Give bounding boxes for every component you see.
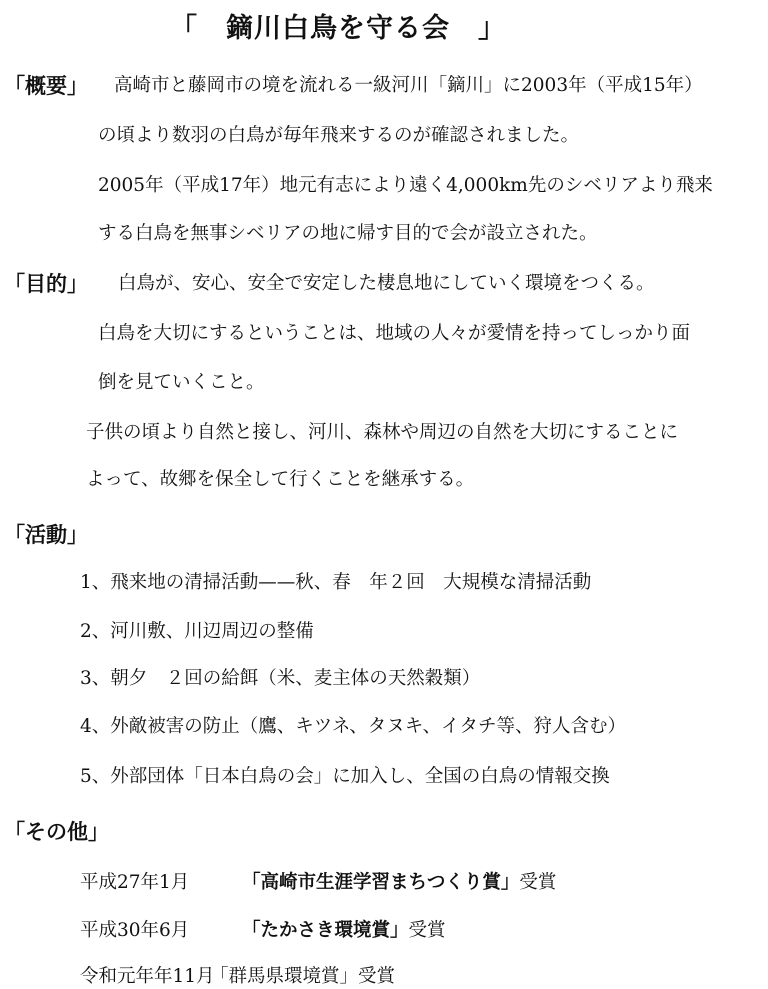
purpose-line: 倒を見ていくこと。 [98,372,265,393]
purpose-line: 白鳥が、安心、安全で安定した棲息地にしていく環境をつくる。 [118,273,655,294]
section-heading-activities: 「活動」 [4,523,88,547]
page-title: 「 鏑川白鳥を守る会 」 [170,13,506,44]
award-date: 平成30年6月 [80,920,190,941]
activity-item: 5、外部団体「日本白鳥の会」に加入し、全国の白鳥の情報交換 [80,766,610,787]
award-name: 「群馬県環境賞」 [210,966,359,987]
purpose-line: よって、故郷を保全して行くことを継承する。 [86,469,475,490]
purpose-line: 子供の頃より自然と接し、河川、森林や周辺の自然を大切にすることに [86,422,679,443]
award-name: 「高崎市生涯学習まちつくり賞」 [242,872,520,893]
award-entry [210,962,395,988]
activity-item: 2、河川敷、川辺周辺の整備 [80,621,314,642]
award-name: 「たかさき環境賞」 [242,920,409,941]
section-heading-overview: 「概要」 [4,74,88,98]
section-heading-other: 「その他」 [4,820,109,844]
award-suffix: 受賞 [408,920,446,941]
activity-item: 1、飛来地の清掃活動——秋、春 年２回 大規模な清掃活動 [80,572,592,593]
overview-line: する白鳥を無事シベリアの地に帰す目的で会が設立された。 [98,223,598,244]
award-date: 平成27年1月 [80,872,190,893]
activity-item: 4、外敵被害の防止（鷹、キツネ、タヌキ、イタチ等、狩人含む） [80,716,627,737]
award-suffix: 受賞 [358,966,396,987]
award-entry [242,916,446,942]
award-date: 令和元年年11月 [80,966,215,987]
overview-line: 高崎市と藤岡市の境を流れる一級河川「鏑川」に2003年（平成15年） [114,75,703,96]
overview-line: の頃より数羽の白鳥が毎年飛来するのが確認されました。 [98,125,580,146]
award-suffix: 受賞 [519,872,557,893]
section-heading-purpose: 「目的」 [4,272,88,296]
overview-line: 2005年（平成17年）地元有志により遠く4,000km先のシベリアより飛来 [98,175,713,196]
award-entry [242,868,556,894]
purpose-line: 白鳥を大切にするということは、地域の人々が愛情を持ってしっかり面 [98,323,691,344]
activity-item: 3、朝夕 ２回の給餌（米、麦主体の天然穀類） [80,668,481,689]
